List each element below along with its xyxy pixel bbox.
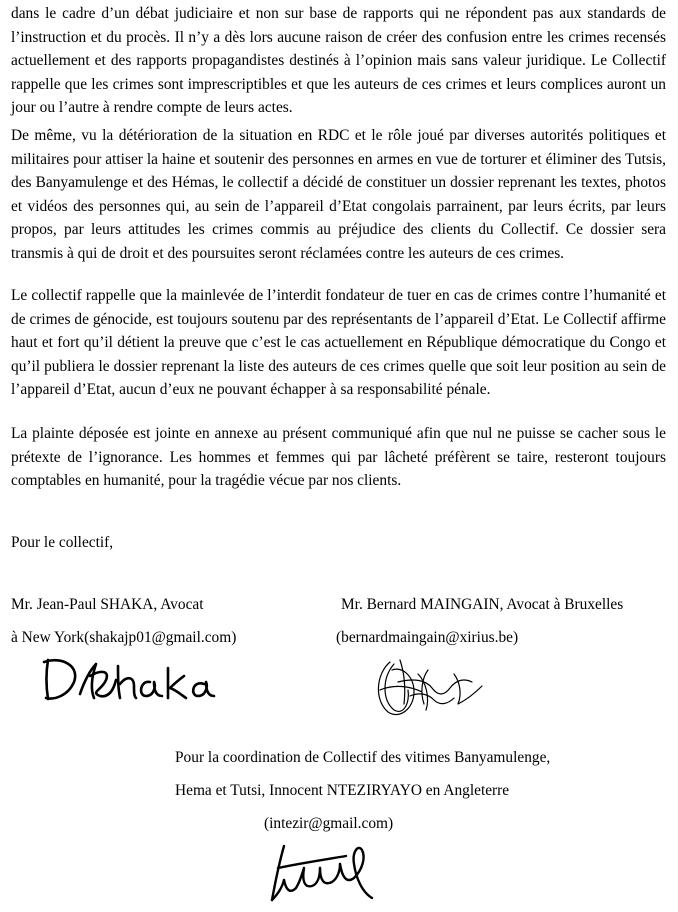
paragraph-2: De même, vu la détérioration de la situation en RDC et le rôle joué par diverses autorités politiques et militaires pour attiser la haine et soutenir des personnes en armes en vue de torturer et éliminer des Tutsis, des Banyamulenge et des Hémas, le collectif a décidé de constituer un dossier reprenant les textes, photos et vidéos des personnes qui, au sein de l’appareil d’Etat congolais parrainent, par leurs écrits, par leurs propos, par leurs attitudes les crimes commis au préjudice des clients du Collectif. Ce dossier sera transmis à qui de droit et des poursuites seront réclamées contre les auteurs de ces crimes. — [11, 127, 666, 262]
coordination-line-2: Hema et Tutsi, Innocent NTEZIRYAYO en Angleterre — [175, 782, 510, 799]
right-signatory-name: Mr. Bernard MAINGAIN, Avocat à Bruxelles — [341, 596, 624, 613]
left-signatory-name: Mr. Jean-Paul SHAKA, Avocat — [11, 596, 204, 613]
closing-line: Pour le collectif, — [11, 534, 114, 551]
maingain-signature — [370, 652, 490, 722]
paragraph-3: Le collectif rappelle que la mainlevée de l’interdit fondateur de tuer en cas de crimes contre l’humanité et de crimes de génocide, est toujours soutenu par des représentants de l’appareil d’Etat. Le Collectif affirme haut et fort qu’il détient la preuve que c’est le cas actuellement en République démocratique du Congo et qu’il publiera le dossier reprenant la liste des auteurs de ces crimes quelle que soit leur position au sein de l’appareil d’Etat, aucun d’eux ne pouvant échapper à sa responsabilité pénale. — [11, 287, 666, 398]
coordination-email: (intezir@gmail.com) — [264, 815, 394, 832]
left-signatory-contact: à New York(shakajp01@gmail.com) — [11, 629, 237, 646]
right-signatory-contact: (bernardmaingain@xirius.be) — [336, 629, 519, 646]
paragraph-1: dans le cadre d’un débat judiciaire et non sur base de rapports qui ne répondent pas aux standards de l’instruction et du procès. Il n’y a dès lors aucune raison de créer des confusion entre les crimes recensés actuellement et des rapports propagandistes destinés à l’opinion mais sans valeur juridique. Le Collectif rappelle que les crimes sont imprescriptibles et que les auteurs de ces crimes et leurs complices auront un jour ou l’autre à rendre compte de leurs actes. — [11, 5, 666, 116]
ntezir-signature — [262, 838, 382, 910]
shaka-signature — [40, 652, 220, 707]
coordination-line-1: Pour la coordination de Collectif des vitimes Banyamulenge, — [175, 749, 551, 766]
paragraph-4: La plainte déposée est jointe en annexe au présent communiqué afin que nul ne puisse se cacher sous le prétexte de l’ignorance. Les hommes et femmes qui par lâcheté préfèrent se taire, resteront toujours comptables en humanité, pour la tragédie vécue par nos clients. — [11, 425, 666, 489]
